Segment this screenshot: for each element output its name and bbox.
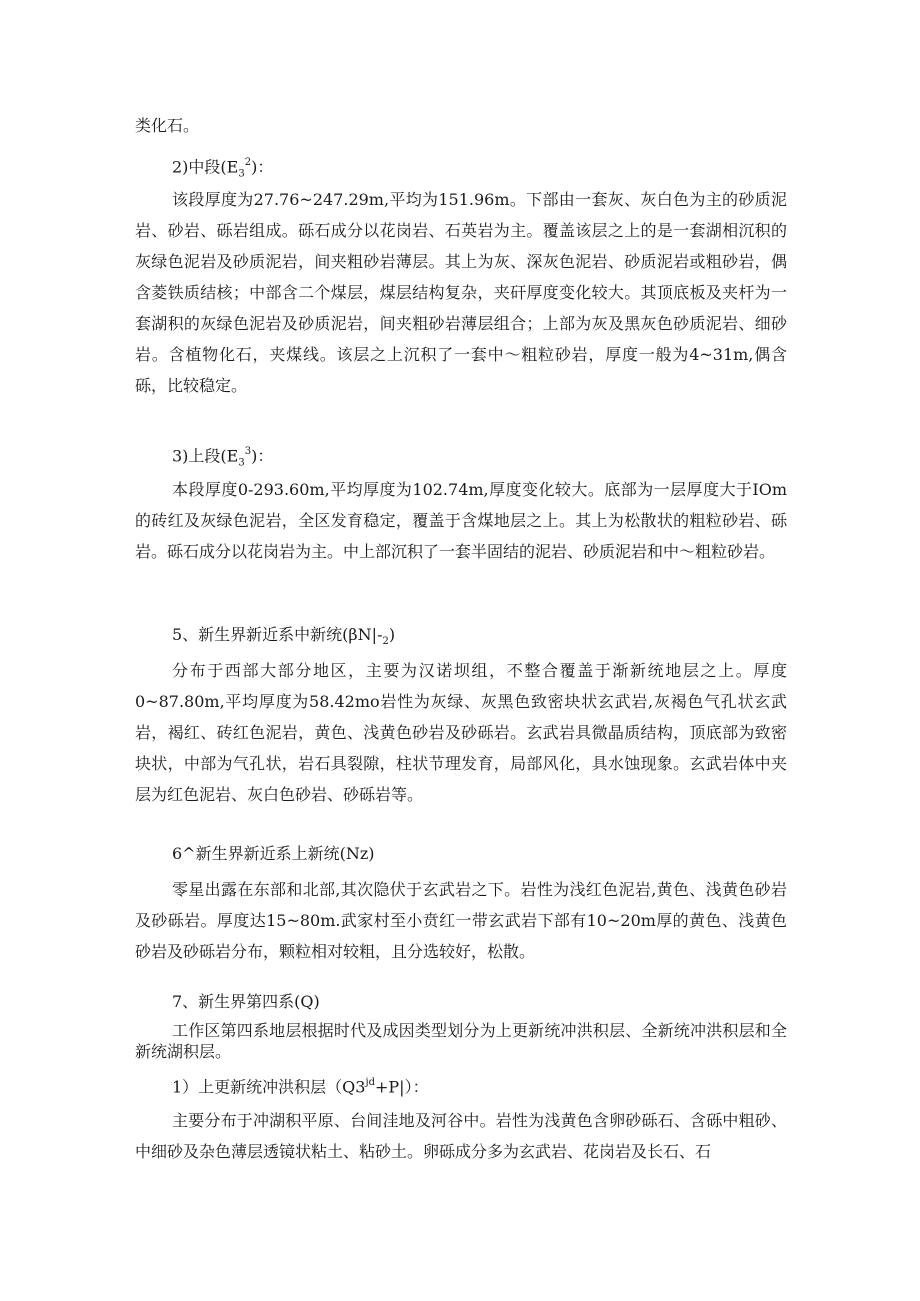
paragraph-section-6: 零星出露在东部和北部,其次隐伏于玄武岩之下。岩性为浅红色泥岩,黄色、浅黄色砂岩及砂砾岩。厚度达15~80m.武家村至小贲红一带玄武岩下部有10~20m厚的黄色、浅黄色砂岩及砂砾岩分布，颗粒相对较粗，且分选较好，松散。: [135, 880, 787, 961]
paragraph-section-7: 工作区第四系地层根据时代及成因类型划分为上更新统冲洪积层、全新统冲洪积层和全新统湖积层。: [135, 1021, 787, 1061]
heading-section-5: 5、新生界新近系中新统$(\beta N|-_2)$: [172, 625, 396, 648]
paragraph-q1: 主要分布于冲湖积平原、台间洼地及河谷中。岩性为浅黄色含卵砂砾石、含砾中粗砂、中细砂及杂色薄层透镜状粘土、粘砂土。卵砾成分多为玄武岩、花岗岩及长石、石: [135, 1111, 787, 1161]
paragraph-section-5: 分布于西部大部分地区，主要为汉诺坝组，不整合覆盖于渐新统地层之上。厚度0~87.80m,平均厚度为58.42mo岩性为灰绿、灰黑色致密块状玄武岩,灰褐色气孔状玄武岩，褐红、砖红色泥岩，黄色、浅黄色砂岩及砂砾岩。玄武岩具微晶质结构，顶底部为致密块状，中部为气孔状，岩石具裂隙，柱状节理发育，局部风化，具水蚀现象。玄武岩体中夹层为红色泥岩、灰白色砂岩、砂砾岩等。: [135, 661, 787, 804]
heading-upper-member: 3)上段$(E_3^3)$：: [172, 446, 274, 469]
heading-middle-member: 2)中段$(E_3^2)$：: [172, 157, 274, 180]
paragraph-middle-member: 该段厚度为27.76~247.29m,平均为151.96m。下部由一套灰、灰白色为主的砂质泥岩、砂岩、砾岩组成。砾石成分以花岗岩、石英岩为主。覆盖该层之上的是一套湖相沉积的灰绿色泥岩及砂质泥岩，间夹粗砂岩薄层。其上为灰、深灰色泥岩、砂质泥岩或粗砂岩，偶含菱铁质结核；中部含二个煤层，煤层结构复杂，夹矸厚度变化较大。其顶底板及夹杆为一套湖积的灰绿色泥岩及砂质泥岩，间夹粗砂岩薄层组合；上部为灰及黑灰色砂质泥岩、细砂岩。含植物化石，夹煤线。该层之上沉积了一套中～粗粒砂岩，厚度一般为4~31m,偶含砾，比较稳定。: [135, 190, 787, 395]
paragraph-fossil-tail: 类化石。: [135, 116, 200, 135]
heading-section-7: 7、新生界第四系(Q): [172, 992, 320, 1011]
paragraph-upper-member: 本段厚度0-293.60m,平均厚度为102.74m,厚度变化较大。底部为一层厚度大于IOm的砖红及灰绿色泥岩，全区发育稳定，覆盖于含煤地层之上。其上为松散状的粗粒砂岩、砾岩。砾石成分以花岗岩为主。中上部沉积了一套半固结的泥岩、砂质泥岩和中～粗粒砂岩。: [135, 480, 787, 561]
heading-q1: 1）上更新统冲洪积层$(Q3^{jd}+P|)$：: [172, 1077, 429, 1097]
heading-section-6: 6^新生界新近系上新统(Nz): [172, 844, 375, 863]
